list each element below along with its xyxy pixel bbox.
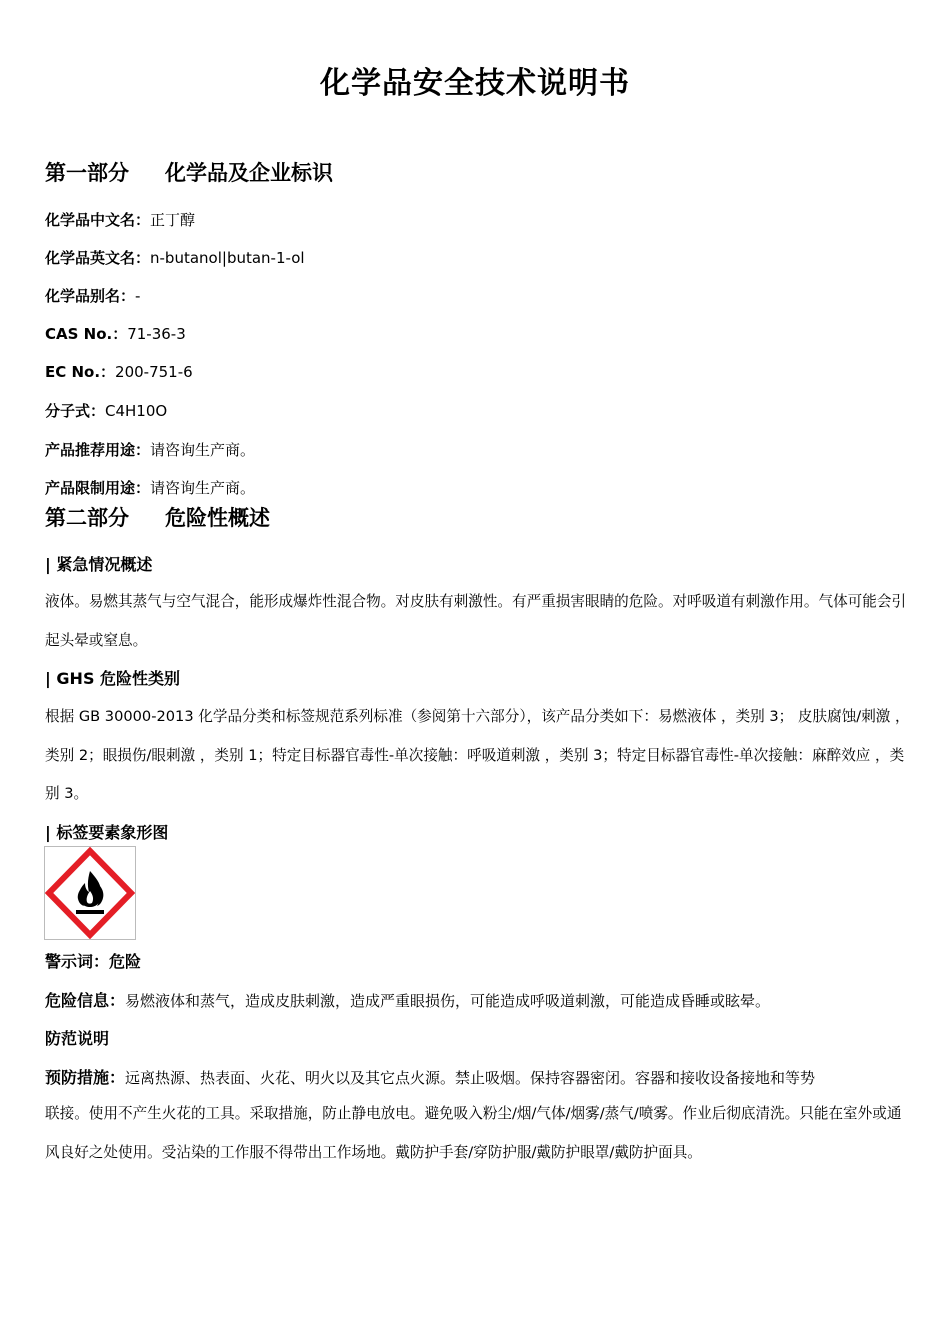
- field-label: CAS No.：: [45, 325, 128, 343]
- prevention-text-2: 联接。使用不产生火花的工具。采取措施，防止静电放电。避免吸入粉尘/烟/气体/烟雾/蒸气/喷雾。作业后彻底清洗。只能在室外或通风良好之处使用。受沾染的工作服不得带出工作场地。戴防护手套/穿防护服/戴防护眼罩/戴防护面具。: [45, 1105, 902, 1161]
- section-1-number: 第一部分: [45, 161, 129, 185]
- field-label: 产品限制用途：: [45, 479, 151, 497]
- field-formula: [45, 400, 167, 421]
- field-label: EC No.：: [45, 363, 116, 381]
- section-1-title: [45, 157, 333, 187]
- field-cas: [45, 323, 186, 344]
- field-value: 71-36-3: [127, 325, 186, 343]
- section-2-title: [45, 502, 270, 532]
- field-value: n-butanol|butan-1-ol: [150, 249, 305, 267]
- field-label: 化学品英文名：: [45, 249, 151, 267]
- signal-word-value: 危险: [109, 952, 142, 971]
- field-value: -: [135, 287, 141, 305]
- emergency-text: 液体。易燃其蒸气与空气混合，能形成爆炸性混合物。对皮肤有刺激性。有严重损害眼睛的危险。对呼吸道有刺激作用。气体可能会引起头晕或窒息。: [45, 593, 907, 649]
- pictogram-heading: | 标签要素象形图: [45, 823, 169, 842]
- document-title: 化学品安全技术说明书: [320, 66, 630, 101]
- field-label: 产品推荐用途：: [45, 441, 151, 459]
- hazard-info: [45, 988, 770, 1011]
- field-alias: [45, 285, 140, 306]
- prevention-label: 预防措施：: [45, 1068, 126, 1087]
- field-cn-name: [45, 209, 195, 230]
- ghs-pictogram: [44, 846, 136, 940]
- field-value: 请咨询生产商。: [150, 441, 256, 459]
- hazard-info-value: 易燃液体和蒸气，造成皮肤刺激，造成严重眼损伤，可能造成呼吸道刺激，可能造成昏睡或眩晕。: [125, 992, 771, 1010]
- field-ec: [45, 361, 193, 382]
- ghs-heading: | GHS 危险性类别: [45, 669, 181, 688]
- field-restricted-use: [45, 477, 255, 498]
- field-value: 200-751-6: [115, 363, 193, 381]
- section-2-name: 危险性概述: [165, 506, 270, 530]
- field-recommended-use: [45, 439, 255, 460]
- signal-word: [45, 949, 141, 972]
- hazard-info-label: 危险信息：: [45, 991, 126, 1010]
- field-value: C4H10O: [105, 402, 168, 420]
- field-value: 正丁醇: [150, 211, 196, 229]
- signal-word-label: 警示词：: [45, 952, 110, 971]
- precautions-heading: 防范说明: [45, 1029, 110, 1048]
- field-label: 分子式：: [45, 402, 106, 420]
- section-2-number: 第二部分: [45, 506, 129, 530]
- field-label: 化学品别名：: [45, 287, 136, 305]
- field-en-name: [45, 247, 305, 268]
- field-value: 请咨询生产商。: [150, 479, 256, 497]
- flame-icon: [45, 847, 135, 939]
- prevention-line-1: [45, 1065, 815, 1088]
- ghs-text: 根据 GB 30000-2013 化学品分类和标签规范系列标准（参阅第十六部分），该产品分类如下：易燃液体 ，类别 3； 皮肤腐蚀/刺激 ，类别 2；眼损伤/眼刺激 ，类别 1；特定目标器官毒性-单次接触：呼吸道刺激 ，类别 3；特定目标器官毒性-单次接触：麻醉效应 ，类别 3。: [45, 708, 910, 802]
- section-1-name: 化学品及企业标识: [165, 161, 333, 185]
- emergency-heading: | 紧急情况概述: [45, 555, 153, 574]
- field-label: 化学品中文名：: [45, 211, 151, 229]
- prevention-text-1: 远离热源、热表面、火花、明火以及其它点火源。禁止吸烟。保持容器密闭。容器和接收设备接地和等势: [125, 1069, 816, 1087]
